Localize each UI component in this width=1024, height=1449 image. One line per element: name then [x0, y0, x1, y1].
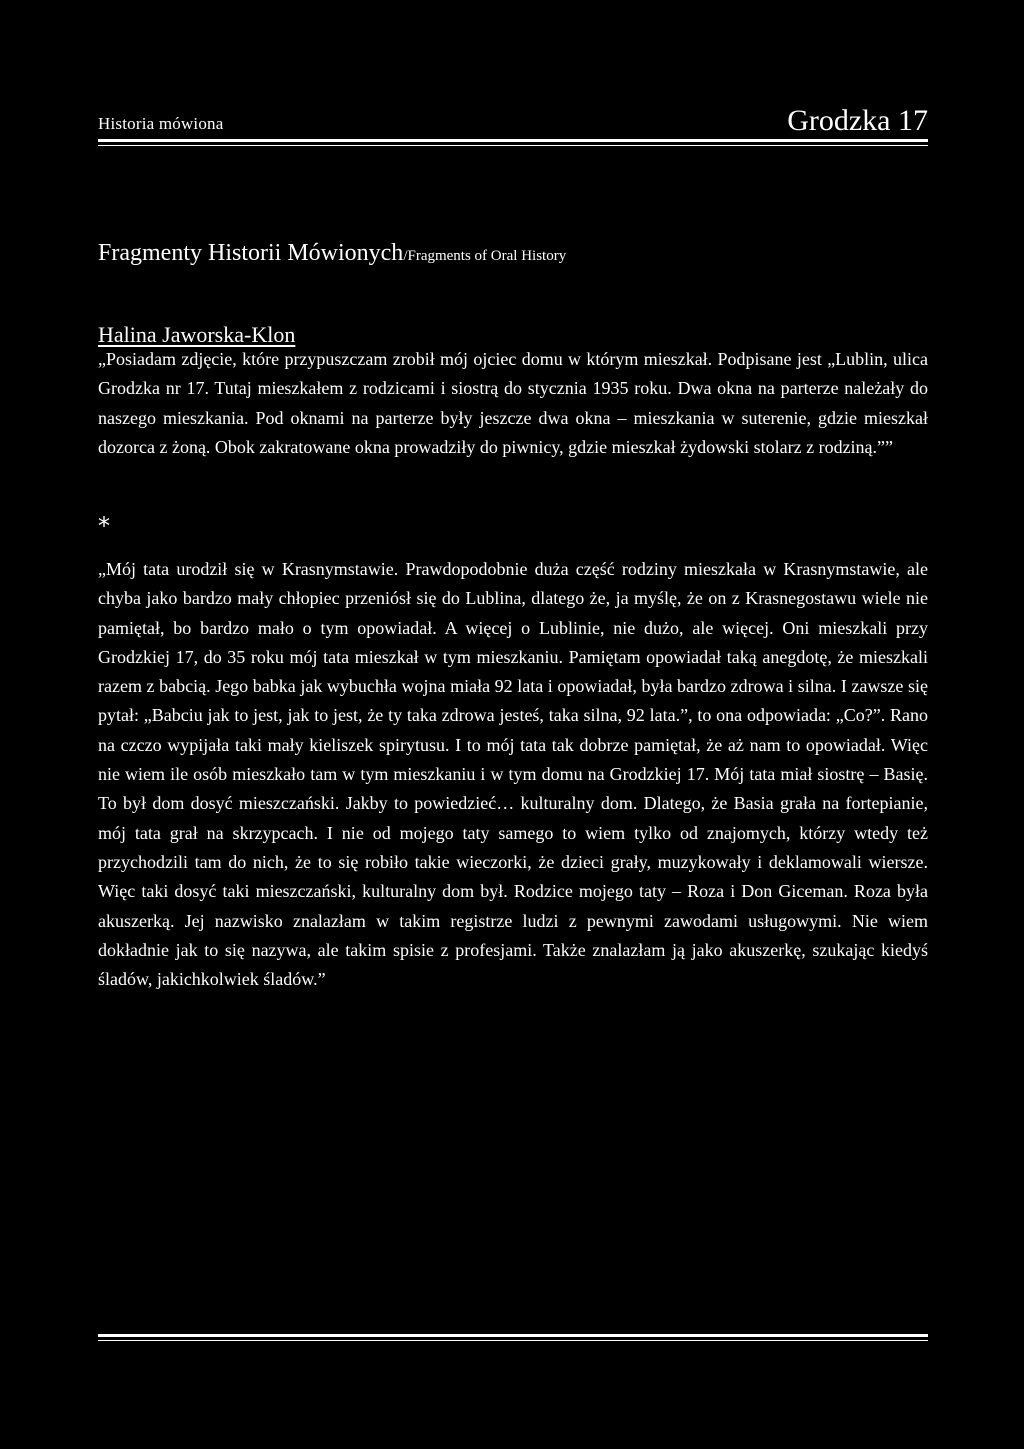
asterisk-separator: * [98, 512, 110, 540]
header-page-title: Grodzka 17 [787, 104, 928, 137]
quote-paragraph-2: „Mój tata urodził się w Krasnymstawie. Prawdopodobnie duża część rodziny mieszkała w Krasnymstawie, ale chyba jako bardzo mały chłopiec przeniósł się do Lublina, dlatego że, ja myślę, że on z Krasnegostawu wiele nie pamiętał, bo bardzo mało o tym opowiadał. A więcej o Lublinie, nie dużo, ale więcej. Oni mieszkali przy Grodzkiej 17, do 35 roku mój tata mieszkał w tym mieszkaniu. Pamiętam opowiadał taką anegdotę, że mieszkali razem z babcią. Jego babka jak wybuchła wojna miała 92 lata i opowiadał, była bardzo zdrowa i silna. I zawsze się pytał: „Babciu jak to jest, jak to jest, że ty taka zdrowa jesteś, taka silna, 92 lata.”, to ona odpowiada: „Co?”. Rano na czczo wypijała taki mały kieliszek spirytusu. I to mój tata tak dobrze pamiętał, że aż nam to opowiadał. Więc nie wiem ile osób mieszkało tam w tym mieszkaniu i w tym domu na Grodzkiej 17. Mój tata miał siostrę – Basię. To był dom dosyć mieszczański. Jakby to powiedzieć… kulturalny dom. Dlatego, że Basia grała na fortepianie, mój tata grał na skrzypcach. I nie od mojego taty samego to wiem tylko od znajomych, którzy wtedy też przychodzili tam do nich, że to się robiło takie wieczorki, że dzieci grały, muzykowały i deklamowali wiersze. Więc taki dosyć taki mieszczański, kulturalny dom był. Rodzice mojego taty – Roza i Don Giceman. Roza była akuszerką. Jej nazwisko znalazłam w takim registrze ludzi z pewnymi zawodami usługowymi. Nie wiem dokładnie jak to się nazywa, ale takim spisie z profesjami. Także znalazłam ją jako akuszerkę, szukając kiedyś śladów, jakichkolwiek śladów.” [98, 559, 928, 990]
page-header [98, 104, 928, 138]
section-heading-sub: /Fragments of Oral History [403, 248, 567, 264]
quote-paragraph-1: „Posiadam zdjęcie, które przypuszczam zrobił mój ojciec domu w którym mieszkał. Podpisane jest „Lublin, ulica Grodzka nr 17. Tutaj mieszkałem z rodzicami i siostrą do stycznia 1935 roku. Dwa okna na parterze należały do naszego mieszkania. Pod oknami na parterze były jeszcze dwa okna – mieszkania w suterenie, gdzie mieszkał dozorca z żoną. Obok zakratowane okna prowadziły do piwnicy, gdzie mieszkał żydowski stolarz z rodziną.”” [98, 349, 928, 457]
section-heading-main: Fragmenty Historii Mówionych [98, 240, 404, 266]
section-heading [98, 240, 566, 267]
footer-divider [98, 1334, 928, 1341]
speaker-name: Halina Jaworska-Klon [98, 322, 296, 347]
header-section-label: Historia mówiona [98, 114, 224, 133]
header-divider [98, 139, 928, 146]
